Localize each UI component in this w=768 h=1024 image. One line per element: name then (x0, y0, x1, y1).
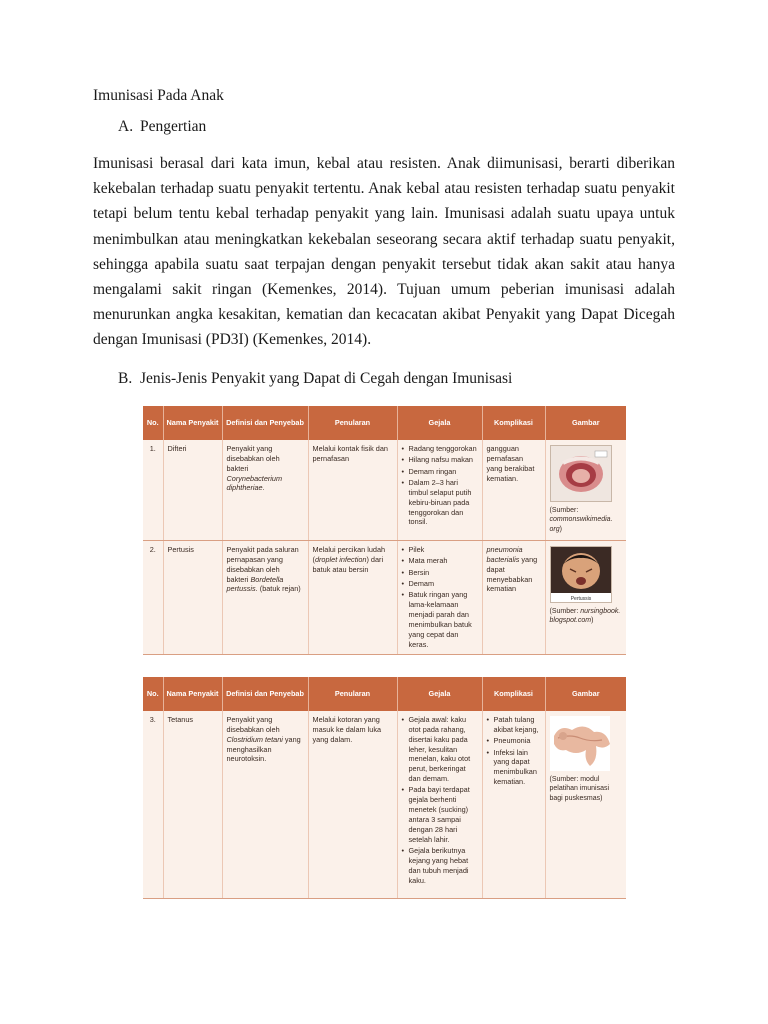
cell-transmission (308, 541, 397, 655)
symptom-item: • Batuk ringan yang lama-kelamaan menjadi parah dan menimbulkan batuk yang cepat dan keras. (402, 590, 478, 649)
section-a-title: Pengertian (140, 118, 207, 135)
header-image: Gambar (545, 677, 626, 711)
table-header-row (143, 406, 626, 440)
header-complications: Komplikasi (482, 406, 545, 440)
source-link: commonswikimedia. org (549, 516, 613, 533)
section-b-title: Jenis-Jenis Penyakit yang Dapat di Cegah dengan Imunisasi (140, 370, 513, 387)
transmission-text-end: ) dari batuk atau bersin (312, 554, 384, 574)
header-complications: Komplikasi (482, 677, 545, 711)
image-source: (Sumber: modul pelatihan imunisasi bagi puskesmas) (549, 776, 610, 802)
section-b-heading (118, 370, 512, 388)
table-row (143, 711, 626, 899)
bacteria-name: Clostridium tetani (226, 734, 283, 744)
symptom-item: • Dalam 2–3 hari timbul selaput putih kebiru-biruan pada tenggorokan dan tonsil. (402, 478, 478, 527)
transmission-text: Melalui percikan ludah ( (312, 545, 386, 564)
header-definition: Definisi dan Penyebab (222, 406, 308, 440)
definition-text: Penyakit yang disebabkan oleh bakteri (226, 444, 280, 473)
definition-paragraph: Imunisasi berasal dari kata imun, kebal atau resisten. Anak diimunisasi, berarti diberikan kekebalan terhadap suatu penyakit tertentu. Anak kebal atau resisten terhadap suatu penyakit tetapi belum tentu kebal terhadap penyakit yang lain. Imunisasi adalah suatu upaya untuk menimbulkan atau meningkatkan kekebalan seseorang secara aktif terhadap suatu penyakit, sehingga apabila suatu saat terpajan dengan penyakit tersebut tidak akan sakit atau hanya mengalami sakit ringan (Kemenkes, 2014). Tujuan umum peberian imunisasi adalah menurunkan angka kesakitan, kematian dan kecacatan akibat Penyakit yang Dapat Dicegah dengan Imunisasi (PD3I) (Kemenkes, 2014). (93, 155, 675, 349)
cell-no: 2. (143, 541, 163, 655)
cell-image (545, 440, 626, 541)
symptom-item: • Gejala berikutnya kejang yang hebat dan tubuh menjadi kaku. (402, 846, 478, 885)
header-name: Nama Penyakit (163, 406, 222, 440)
definition-text-end: . (262, 483, 265, 493)
header-image: Gambar (545, 406, 626, 440)
table-row (143, 440, 626, 541)
section-a-heading (118, 118, 206, 136)
definition-text: Penyakit pada saluran pernapasan yang disebabkan oleh bakteri (226, 545, 299, 584)
source-prefix: (Sumber: (549, 507, 579, 514)
header-no: No. (143, 677, 163, 711)
document-title: Imunisasi Pada Anak (93, 87, 224, 104)
source-prefix: (Sumber: (549, 608, 581, 615)
symptom-item: • Pada bayi terdapat gejala berhenti menetek (sucking) antara 3 sampai dengan 28 hari setelah lahir. (402, 785, 478, 844)
symptom-item: • Demam (402, 579, 478, 589)
disease-table-1 (143, 406, 626, 655)
cell-no: 3. (143, 711, 163, 899)
symptom-item: • Radang tenggorokan (402, 444, 478, 454)
image-source (550, 506, 623, 534)
bacteria-name: Corynebacterium diphtheriae (226, 473, 283, 493)
source-suffix: ) (591, 617, 594, 625)
symptom-item: • Bersin (402, 568, 478, 578)
cell-definition (222, 541, 308, 655)
section-a-marker: A. (118, 118, 134, 135)
symptom-item: • Pilek (402, 545, 478, 555)
cell-image (545, 541, 626, 655)
header-symptoms: Gejala (397, 677, 482, 711)
cell-name: Difteri (163, 440, 222, 541)
header-symptoms: Gejala (397, 406, 482, 440)
cell-symptoms (397, 440, 482, 541)
cell-image (545, 711, 626, 899)
cell-name: Tetanus (163, 711, 222, 899)
complication-term: pneumonia bacterialis (486, 545, 523, 564)
infant-photo-icon (550, 716, 610, 771)
header-name: Nama Penyakit (163, 677, 222, 711)
source-suffix: ) (559, 525, 562, 533)
symptom-item: • Gejala awal: kaku otot pada rahang, disertai kaku pada leher, kesulitan menelan, kaku otot perut, berkeringat dan demam. (402, 715, 478, 784)
cell-definition (222, 711, 308, 899)
definition-text-end: yang menghasilkan neurotoksin. (226, 734, 301, 764)
cell-transmission: Melalui kotoran yang masuk ke dalam luka yang dalam. (308, 711, 397, 899)
cell-complications: gangguan pernafasan yang berakibat kematian. (482, 440, 545, 541)
complication-item: • Infeksi lain yang dapat menimbulkan kematian. (487, 748, 541, 787)
transmission-term: droplet infection (314, 554, 367, 564)
photo-caption: Pertussis (570, 596, 591, 602)
complication-text: yang dapat menyebabkan kematian (486, 554, 538, 594)
section-b-marker: B. (118, 370, 133, 387)
cell-transmission: Melalui kontak fisik dan pernafasan (308, 440, 397, 541)
header-transmission: Penularan (308, 406, 397, 440)
image-source (550, 607, 623, 626)
cell-symptoms (397, 541, 482, 655)
cell-complications (482, 541, 545, 655)
cell-symptoms (397, 711, 482, 899)
symptom-item: • Hilang nafsu makan (402, 455, 478, 465)
table-header-row (143, 677, 626, 711)
cell-name: Pertusis (163, 541, 222, 655)
table-row (143, 541, 626, 655)
complication-item: • Patah tulang akibat kejang, (487, 715, 541, 735)
definition-text-end: (batuk rejan) (257, 584, 301, 594)
definition-text: Penyakit yang disebabkan oleh (226, 715, 280, 734)
throat-photo-icon (550, 445, 612, 502)
symptom-item: • Mata merah (402, 556, 478, 566)
complication-item: • Pneumonia (487, 736, 541, 746)
cell-complications (482, 711, 545, 899)
header-transmission: Penularan (308, 677, 397, 711)
cell-no: 1. (143, 440, 163, 541)
cell-definition (222, 440, 308, 541)
disease-table-2 (143, 677, 626, 899)
symptom-item: • Demam ringan (402, 467, 478, 477)
child-photo-icon (550, 546, 612, 603)
header-definition: Definisi dan Penyebab (222, 677, 308, 711)
bacteria-name: Bordetella pertussis. (226, 574, 284, 594)
source-link: nursingbook. blogspot.com (549, 608, 621, 625)
header-no: No. (143, 406, 163, 440)
